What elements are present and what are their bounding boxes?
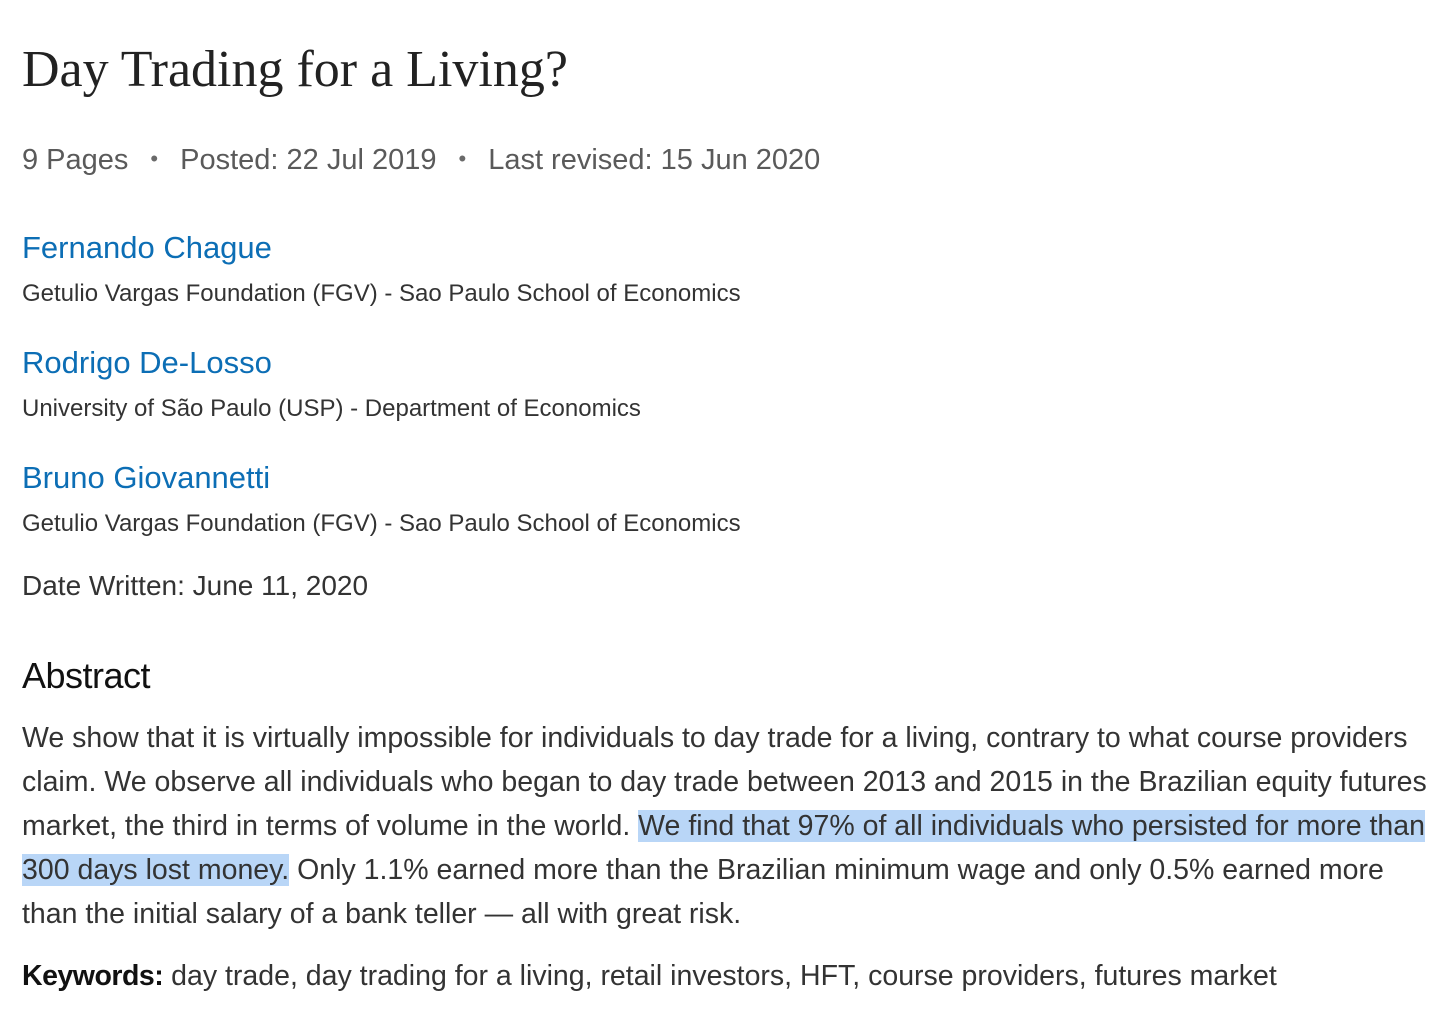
abstract-text-part: We show that it is virtually impossible for individuals to day trade for a living, contrary to what course providers claim. We observe all individuals who began to day trade between 2013 and 2015 in the Brazilian equity futures market, the third in terms of volume in the world. <box>22 722 1427 842</box>
abstract-selected-text[interactable]: We find that 97% of all individuals who persisted for more than 300 days lost money. <box>22 810 1425 886</box>
author-link-rodrigo-de-losso[interactable]: Rodrigo De-Losso <box>22 345 272 380</box>
meta-separator-dot: • <box>458 146 467 171</box>
author-affiliation: Getulio Vargas Foundation (FGV) - Sao Paulo School of Economics <box>22 280 741 307</box>
paper-title: Day Trading for a Living? <box>22 41 568 98</box>
author-affiliation: Getulio Vargas Foundation (FGV) - Sao Paulo School of Economics <box>22 510 741 537</box>
keywords <box>22 955 1277 997</box>
date-written: Date Written: June 11, 2020 <box>22 570 369 601</box>
abstract-text-part: Only 1.1% earned more than the Brazilian minimum wage and only 0.5% earned more than the initial salary of a bank teller — all with great risk. <box>22 854 1384 930</box>
meta-separator-dot: • <box>150 146 159 171</box>
abstract-heading: Abstract <box>22 655 151 696</box>
keywords-list: day trade, day trading for a living, retail investors, HFT, course providers, futures market <box>163 960 1277 992</box>
keywords-label: Keywords: <box>22 960 164 992</box>
author-affiliation: University of São Paulo (USP) - Department of Economics <box>22 395 641 422</box>
paper-meta <box>22 140 820 182</box>
revised-date: Last revised: 15 Jun 2020 <box>488 144 821 176</box>
page-count: 9 Pages <box>22 144 129 176</box>
abstract-text <box>22 716 1440 936</box>
posted-date: Posted: 22 Jul 2019 <box>180 144 437 176</box>
author-link-bruno-giovannetti[interactable]: Bruno Giovannetti <box>22 460 271 495</box>
author-link-fernando-chague[interactable]: Fernando Chague <box>22 230 272 265</box>
